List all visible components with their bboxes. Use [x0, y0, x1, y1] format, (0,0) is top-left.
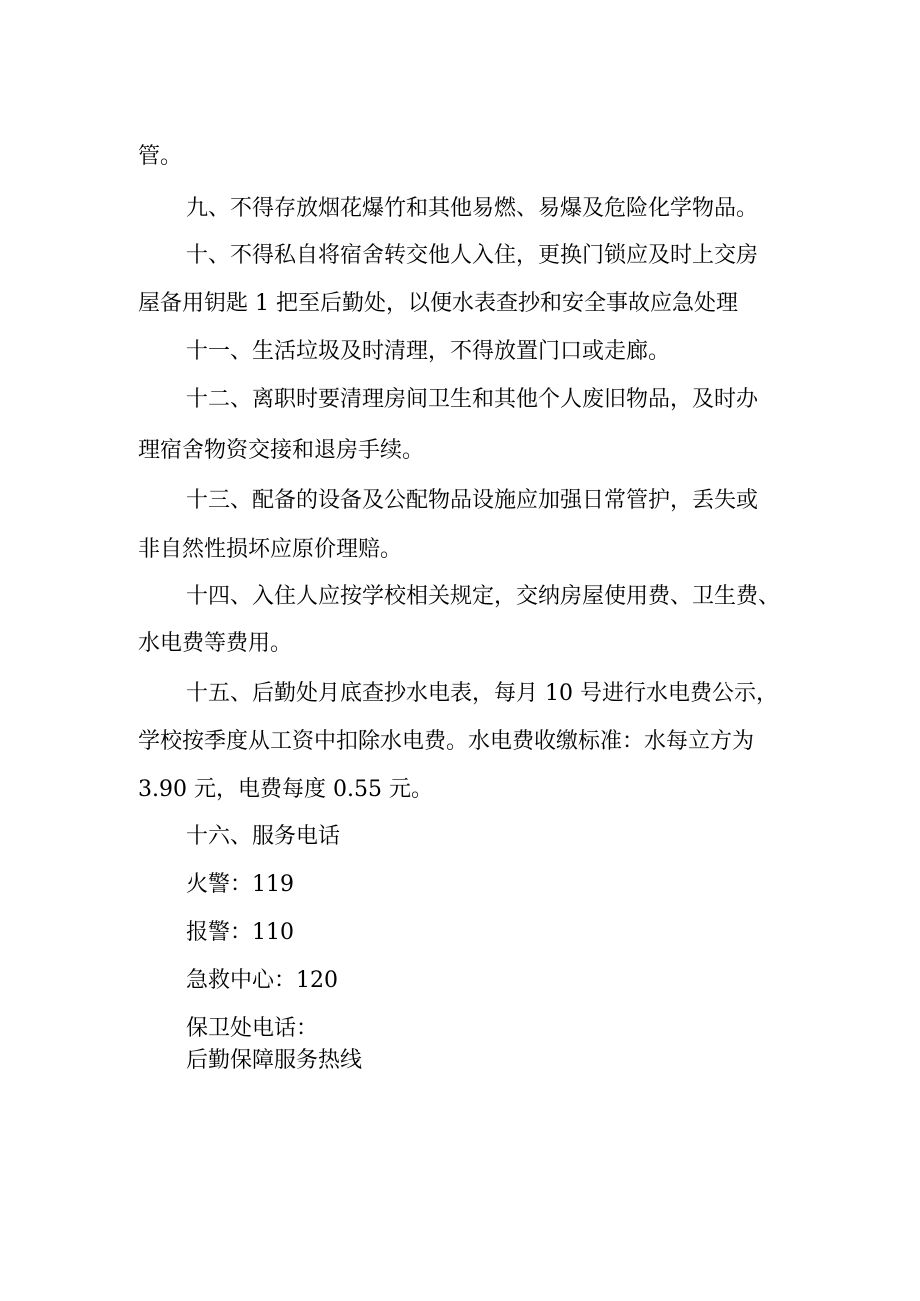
clause-14-line-1: 十四、入住人应按学校相关规定，交纳房屋使用费、卫生费、	[186, 584, 781, 609]
clause-13-line-1: 十三、配备的设备及公配物品设施应加强日常管护，丢失或	[186, 488, 759, 513]
clause-12-line-1: 十二、离职时要清理房间卫生和其他个人废旧物品，及时办	[186, 387, 759, 412]
clause-12-line-2: 理宿舍物资交接和退房手续。	[138, 438, 425, 463]
text-line-continuation: 管。	[138, 144, 183, 169]
clause-15-line-1: 十五、后勤处月底查抄水电表，每月 10 号进行水电费公示，	[186, 681, 778, 706]
clause-14-line-2: 水电费等费用。	[138, 631, 293, 656]
phone-police: 报警：110	[186, 920, 294, 945]
clause-10-line-2: 屋备用钥匙 1 把至后勤处，以便水表查抄和安全事故应急处理	[138, 291, 738, 316]
clause-15-line-2: 学校按季度从工资中扣除水电费。水电费收缴标准：水每立方为	[138, 729, 755, 754]
phone-logistics-hotline: 后勤保障服务热线	[186, 1048, 363, 1073]
clause-13-line-2: 非自然性损坏应原价理赔。	[138, 537, 403, 562]
clause-10-line-1: 十、不得私自将宿舍转交他人入住，更换门锁应及时上交房	[186, 243, 759, 268]
phone-fire: 火警：119	[186, 872, 294, 897]
clause-15-line-3: 3.90 元，电费每度 0.55 元。	[138, 777, 433, 802]
phone-emergency: 急救中心：120	[186, 968, 338, 993]
clause-9: 九、不得存放烟花爆竹和其他易燃、易爆及危险化学物品。	[186, 196, 759, 221]
clause-16-heading: 十六、服务电话	[186, 824, 341, 849]
phone-security-office: 保卫处电话：	[186, 1016, 319, 1041]
clause-11: 十一、生活垃圾及时清理，不得放置门口或走廊。	[186, 339, 671, 364]
